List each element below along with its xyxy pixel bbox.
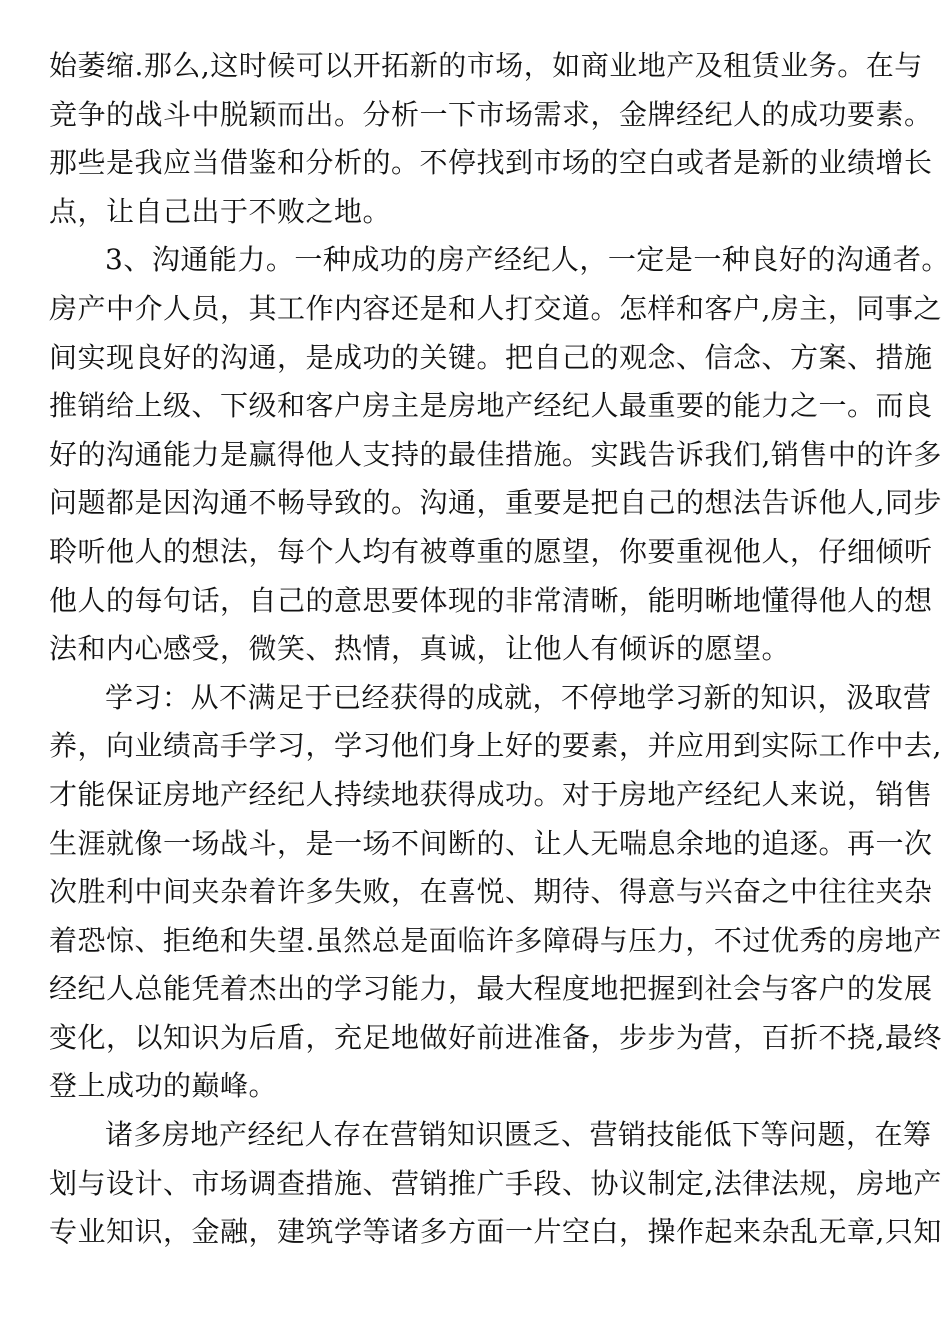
- text-line: 生涯就像一场战斗，是一场不间断的、让人无喘息余地的追逐。再一次: [49, 826, 933, 860]
- body-text: [49, 42, 950, 1257]
- text-line: 才能保证房地产经纪人持续地获得成功。对于房地产经纪人来说，销售: [49, 777, 933, 811]
- text-line: 始萎缩.那么,这时候可以开拓新的市场，如商业地产及租赁业务。在与: [49, 49, 923, 82]
- text-line: 间实现良好的沟通，是成功的关键。把自己的观念、信念、方案、措施: [49, 340, 933, 374]
- text-line: 专业知识，金融，建筑学等诸多方面一片空白，操作起来杂乱无章,只知: [49, 1215, 942, 1249]
- text-line: 推销给上级、下级和客户房主是房地产经纪人最重要的能力之一。而良: [49, 389, 933, 423]
- text-line: 那些是我应当借鉴和分析的。不停找到市场的空白或者是新的业绩增长: [49, 146, 933, 180]
- text-line: 竞争的战斗中脱颖而出。分析一下市场需求，金牌经纪人的成功要素。: [49, 97, 933, 131]
- text-line: 问题都是因沟通不畅导致的。沟通，重要是把自己的想法告诉他人,同步: [49, 486, 942, 520]
- text-line: 学习：从不满足于已经获得的成就，不停地学习新的知识，汲取营: [105, 680, 932, 714]
- text-line: 3、沟通能力。一种成功的房产经纪人，一定是一种良好的沟通者。: [105, 243, 950, 277]
- text-line: 房产中介人员，其工作内容还是和人打交道。怎样和客户,房主，同事之: [49, 291, 942, 325]
- text-line: 他人的每句话，自己的意思要体现的非常清晰，能明晰地懂得他人的想: [49, 583, 933, 617]
- text-line: 法和内心感受，微笑、热情，真诚，让他人有倾诉的愿望。: [49, 632, 791, 666]
- text-line: 着恐惊、拒绝和失望.虽然总是面临许多障碍与压力，不过优秀的房地产: [49, 923, 942, 957]
- text-line: 经纪人总能凭着杰出的学习能力，最大程度地把握到社会与客户的发展: [49, 972, 933, 1006]
- text-line: 划与设计、市场调查措施、营销推广手段、协议制定,法律法规，房地产: [49, 1166, 942, 1200]
- text-line: 诸多房地产经纪人存在营销知识匮乏、营销技能低下等问题，在筹: [105, 1118, 932, 1152]
- text-line: 点，让自己出于不败之地。: [49, 194, 392, 228]
- text-line: 登上成功的巅峰。: [49, 1069, 278, 1103]
- text-line: 次胜利中间夹杂着许多失败，在喜悦、期待、得意与兴奋之中往往夹杂: [49, 875, 933, 909]
- text-line: 好的沟通能力是赢得他人支持的最佳措施。实践告诉我们,销售中的许多: [49, 437, 942, 471]
- text-line: 变化，以知识为后盾，充足地做好前进准备，步步为营，百折不挠,最终: [49, 1020, 942, 1054]
- text-line: 养，向业绩高手学习，学习他们身上好的要素，并应用到实际工作中去,: [49, 729, 942, 763]
- text-line: 聆听他人的想法，每个人均有被尊重的愿望，你要重视他人，仔细倾听: [49, 534, 933, 568]
